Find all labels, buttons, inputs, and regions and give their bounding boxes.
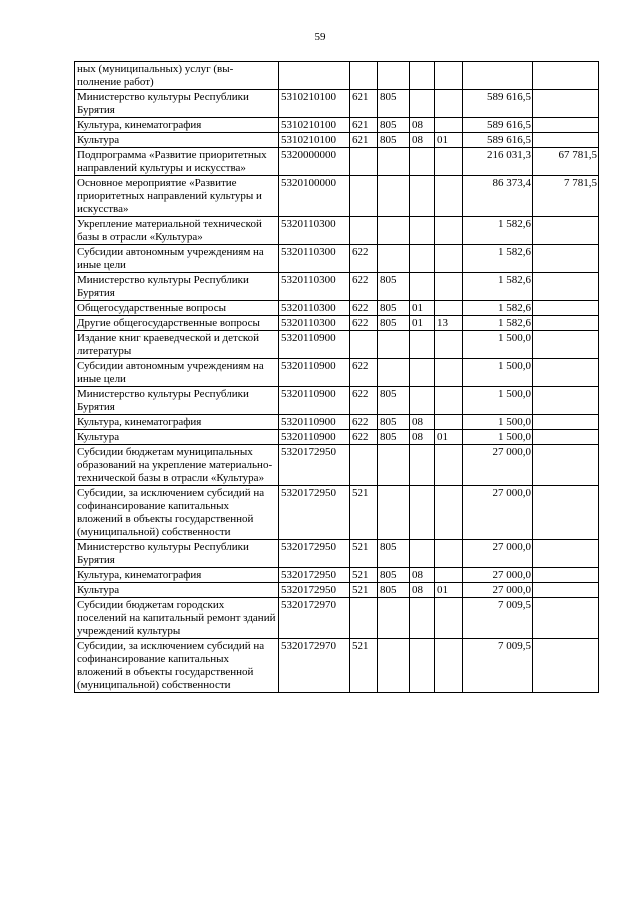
- cell-ministry-code: 805: [378, 415, 410, 430]
- page-number: 59: [314, 31, 326, 43]
- cell-ministry-code: [378, 148, 410, 176]
- cell-section: [410, 217, 435, 245]
- table-row: [75, 62, 599, 90]
- cell-name: Субсидии, за исключением субсидий на софинансирование капитальных вложений в объекты государственной (муниципальной) собственности: [75, 639, 279, 693]
- cell-amount-1: 1 500,0: [463, 359, 533, 387]
- cell-amount-1: 1 500,0: [463, 387, 533, 415]
- cell-subsection: [435, 301, 463, 316]
- cell-amount-1: 589 616,5: [463, 90, 533, 118]
- cell-expense-type: 521: [350, 540, 378, 568]
- cell-ministry-code: 805: [378, 430, 410, 445]
- cell-subsection: [435, 273, 463, 301]
- table-row: [75, 445, 599, 486]
- cell-name: Субсидии автономным учреждениям на иные цели: [75, 359, 279, 387]
- table-row: [75, 176, 599, 217]
- cell-amount-1: 1 500,0: [463, 430, 533, 445]
- cell-name: Основное мероприятие «Развитие приоритетных направлений культуры и искусства»: [75, 176, 279, 217]
- cell-name: Субсидии, за исключением субсидий на софинансирование капитальных вложений в объекты государственной (муниципальной) собственности: [75, 486, 279, 540]
- table-row: [75, 430, 599, 445]
- cell-ministry-code: 805: [378, 387, 410, 415]
- cell-expense-type: 622: [350, 301, 378, 316]
- cell-amount-2: 7 781,5: [533, 176, 599, 217]
- cell-amount-1: 1 582,6: [463, 316, 533, 331]
- cell-expense-type: [350, 445, 378, 486]
- cell-subsection: [435, 217, 463, 245]
- cell-expense-type: [350, 598, 378, 639]
- cell-amount-1: 27 000,0: [463, 583, 533, 598]
- cell-amount-1: 216 031,3: [463, 148, 533, 176]
- cell-amount-1: 86 373,4: [463, 176, 533, 217]
- cell-amount-2: [533, 316, 599, 331]
- cell-subsection: [435, 598, 463, 639]
- cell-ministry-code: [378, 639, 410, 693]
- cell-amount-2: [533, 217, 599, 245]
- cell-section: [410, 273, 435, 301]
- cell-amount-2: [533, 90, 599, 118]
- cell-expense-type: 622: [350, 245, 378, 273]
- cell-section: [410, 245, 435, 273]
- cell-ministry-code: 805: [378, 540, 410, 568]
- table-row: [75, 331, 599, 359]
- cell-section: [410, 62, 435, 90]
- cell-expense-type: 622: [350, 430, 378, 445]
- cell-amount-1: 1 582,6: [463, 301, 533, 316]
- cell-amount-2: [533, 583, 599, 598]
- table-row: [75, 273, 599, 301]
- cell-subsection: 01: [435, 583, 463, 598]
- cell-amount-2: [533, 568, 599, 583]
- cell-expense-type: 622: [350, 273, 378, 301]
- cell-target-code: 5320172950: [279, 540, 350, 568]
- cell-ministry-code: [378, 445, 410, 486]
- cell-amount-2: [533, 273, 599, 301]
- table-row: [75, 540, 599, 568]
- cell-target-code: 5320110300: [279, 245, 350, 273]
- cell-target-code: 5320172950: [279, 583, 350, 598]
- cell-subsection: [435, 540, 463, 568]
- cell-name: ных (муниципальных) услуг (вы-полнение работ): [75, 62, 279, 90]
- cell-name: Культура, кинематография: [75, 568, 279, 583]
- cell-name: Культура, кинематография: [75, 118, 279, 133]
- cell-target-code: 5320110300: [279, 217, 350, 245]
- cell-subsection: [435, 148, 463, 176]
- cell-name: Укрепление материальной технической базы в отрасли «Культура»: [75, 217, 279, 245]
- cell-ministry-code: 805: [378, 90, 410, 118]
- cell-ministry-code: 805: [378, 118, 410, 133]
- cell-target-code: [279, 62, 350, 90]
- cell-amount-1: 27 000,0: [463, 486, 533, 540]
- table-row: [75, 486, 599, 540]
- cell-amount-1: 1 500,0: [463, 331, 533, 359]
- table-row: [75, 316, 599, 331]
- cell-section: 08: [410, 118, 435, 133]
- cell-expense-type: [350, 148, 378, 176]
- cell-subsection: [435, 245, 463, 273]
- cell-section: [410, 359, 435, 387]
- cell-ministry-code: [378, 486, 410, 540]
- cell-target-code: 5320110900: [279, 359, 350, 387]
- cell-section: [410, 598, 435, 639]
- cell-name: Культура: [75, 430, 279, 445]
- cell-name: Издание книг краеведческой и детской литературы: [75, 331, 279, 359]
- cell-amount-2: [533, 118, 599, 133]
- cell-ministry-code: 805: [378, 301, 410, 316]
- cell-subsection: [435, 62, 463, 90]
- budget-table: [74, 61, 599, 693]
- cell-amount-2: [533, 245, 599, 273]
- cell-subsection: [435, 359, 463, 387]
- cell-expense-type: 622: [350, 316, 378, 331]
- cell-amount-1: 7 009,5: [463, 598, 533, 639]
- cell-amount-1: 1 582,6: [463, 217, 533, 245]
- cell-target-code: 5320110900: [279, 430, 350, 445]
- cell-target-code: 5310210100: [279, 133, 350, 148]
- cell-section: [410, 90, 435, 118]
- cell-section: [410, 148, 435, 176]
- cell-expense-type: 622: [350, 415, 378, 430]
- cell-target-code: 5320172950: [279, 568, 350, 583]
- cell-amount-1: 27 000,0: [463, 445, 533, 486]
- cell-ministry-code: 805: [378, 133, 410, 148]
- cell-subsection: [435, 118, 463, 133]
- cell-name: Субсидии бюджетам муниципальных образований на укрепление материально-технической базы в отрасли «Культура»: [75, 445, 279, 486]
- cell-ministry-code: 805: [378, 273, 410, 301]
- cell-amount-2: [533, 62, 599, 90]
- cell-section: 08: [410, 568, 435, 583]
- cell-subsection: [435, 415, 463, 430]
- cell-amount-2: [533, 486, 599, 540]
- cell-subsection: [435, 568, 463, 583]
- cell-target-code: 5320172950: [279, 486, 350, 540]
- table-row: [75, 359, 599, 387]
- cell-subsection: [435, 387, 463, 415]
- cell-ministry-code: [378, 62, 410, 90]
- table-row: [75, 387, 599, 415]
- cell-subsection: [435, 639, 463, 693]
- table-row: [75, 90, 599, 118]
- cell-amount-2: [533, 430, 599, 445]
- cell-section: [410, 331, 435, 359]
- table-row: [75, 133, 599, 148]
- cell-amount-2: [533, 598, 599, 639]
- cell-target-code: 5320110300: [279, 316, 350, 331]
- cell-expense-type: 622: [350, 387, 378, 415]
- cell-target-code: 5320110900: [279, 387, 350, 415]
- cell-amount-2: [533, 133, 599, 148]
- cell-amount-1: 589 616,5: [463, 133, 533, 148]
- cell-expense-type: [350, 176, 378, 217]
- cell-subsection: [435, 331, 463, 359]
- table-row: [75, 568, 599, 583]
- table-row: [75, 301, 599, 316]
- cell-expense-type: [350, 331, 378, 359]
- cell-section: 08: [410, 583, 435, 598]
- cell-ministry-code: [378, 359, 410, 387]
- cell-subsection: [435, 486, 463, 540]
- cell-ministry-code: [378, 331, 410, 359]
- cell-amount-2: 67 781,5: [533, 148, 599, 176]
- table-row: [75, 583, 599, 598]
- cell-target-code: 5320172950: [279, 445, 350, 486]
- cell-amount-2: [533, 415, 599, 430]
- cell-amount-2: [533, 387, 599, 415]
- cell-target-code: 5320000000: [279, 148, 350, 176]
- cell-amount-1: 1 500,0: [463, 415, 533, 430]
- cell-amount-2: [533, 540, 599, 568]
- cell-section: 01: [410, 316, 435, 331]
- cell-section: [410, 176, 435, 217]
- cell-section: [410, 445, 435, 486]
- cell-expense-type: 621: [350, 90, 378, 118]
- cell-name: Министерство культуры Республики Бурятия: [75, 387, 279, 415]
- cell-section: 08: [410, 415, 435, 430]
- cell-subsection: [435, 445, 463, 486]
- cell-section: [410, 639, 435, 693]
- table-row: [75, 639, 599, 693]
- cell-amount-1: 7 009,5: [463, 639, 533, 693]
- table-row: [75, 148, 599, 176]
- cell-subsection: 01: [435, 133, 463, 148]
- cell-section: [410, 387, 435, 415]
- cell-amount-2: [533, 445, 599, 486]
- cell-section: 08: [410, 430, 435, 445]
- cell-expense-type: 521: [350, 583, 378, 598]
- cell-ministry-code: [378, 245, 410, 273]
- cell-subsection: [435, 176, 463, 217]
- cell-amount-2: [533, 359, 599, 387]
- cell-name: Подпрограмма «Развитие приоритетных направлений культуры и искусства»: [75, 148, 279, 176]
- cell-section: 08: [410, 133, 435, 148]
- cell-expense-type: 521: [350, 639, 378, 693]
- cell-amount-2: [533, 639, 599, 693]
- cell-name: Культура, кинематография: [75, 415, 279, 430]
- cell-target-code: 5310210100: [279, 90, 350, 118]
- cell-target-code: 5310210100: [279, 118, 350, 133]
- cell-name: Министерство культуры Республики Бурятия: [75, 540, 279, 568]
- table-body: [75, 62, 599, 693]
- cell-amount-2: [533, 301, 599, 316]
- cell-ministry-code: 805: [378, 568, 410, 583]
- cell-section: [410, 486, 435, 540]
- cell-section: 01: [410, 301, 435, 316]
- cell-subsection: [435, 90, 463, 118]
- cell-subsection: 13: [435, 316, 463, 331]
- cell-name: Культура: [75, 133, 279, 148]
- cell-target-code: 5320172970: [279, 598, 350, 639]
- cell-ministry-code: [378, 598, 410, 639]
- cell-ministry-code: 805: [378, 583, 410, 598]
- cell-expense-type: [350, 217, 378, 245]
- cell-target-code: 5320110300: [279, 273, 350, 301]
- cell-amount-1: 27 000,0: [463, 568, 533, 583]
- cell-amount-1: 1 582,6: [463, 245, 533, 273]
- cell-name: Культура: [75, 583, 279, 598]
- table-row: [75, 217, 599, 245]
- cell-expense-type: 621: [350, 118, 378, 133]
- cell-ministry-code: 805: [378, 316, 410, 331]
- cell-ministry-code: [378, 217, 410, 245]
- table-row: [75, 598, 599, 639]
- cell-name: Общегосударственные вопросы: [75, 301, 279, 316]
- cell-target-code: 5320172970: [279, 639, 350, 693]
- cell-amount-1: 27 000,0: [463, 540, 533, 568]
- cell-ministry-code: [378, 176, 410, 217]
- table-row: [75, 245, 599, 273]
- cell-section: [410, 540, 435, 568]
- cell-target-code: 5320110300: [279, 301, 350, 316]
- cell-amount-1: 589 616,5: [463, 118, 533, 133]
- cell-name: Субсидии автономным учреждениям на иные цели: [75, 245, 279, 273]
- cell-target-code: 5320100000: [279, 176, 350, 217]
- table-row: [75, 415, 599, 430]
- cell-target-code: 5320110900: [279, 331, 350, 359]
- cell-name: Министерство культуры Республики Бурятия: [75, 90, 279, 118]
- cell-expense-type: 621: [350, 133, 378, 148]
- cell-amount-2: [533, 331, 599, 359]
- cell-amount-1: 1 582,6: [463, 273, 533, 301]
- cell-target-code: 5320110900: [279, 415, 350, 430]
- cell-expense-type: 521: [350, 486, 378, 540]
- cell-amount-1: [463, 62, 533, 90]
- cell-name: Субсидии бюджетам городских поселений на капитальный ремонт зданий учреждений культуры: [75, 598, 279, 639]
- cell-expense-type: [350, 62, 378, 90]
- cell-name: Другие общегосударственные вопросы: [75, 316, 279, 331]
- cell-expense-type: 521: [350, 568, 378, 583]
- cell-expense-type: 622: [350, 359, 378, 387]
- table-row: [75, 118, 599, 133]
- cell-subsection: 01: [435, 430, 463, 445]
- cell-name: Министерство культуры Республики Бурятия: [75, 273, 279, 301]
